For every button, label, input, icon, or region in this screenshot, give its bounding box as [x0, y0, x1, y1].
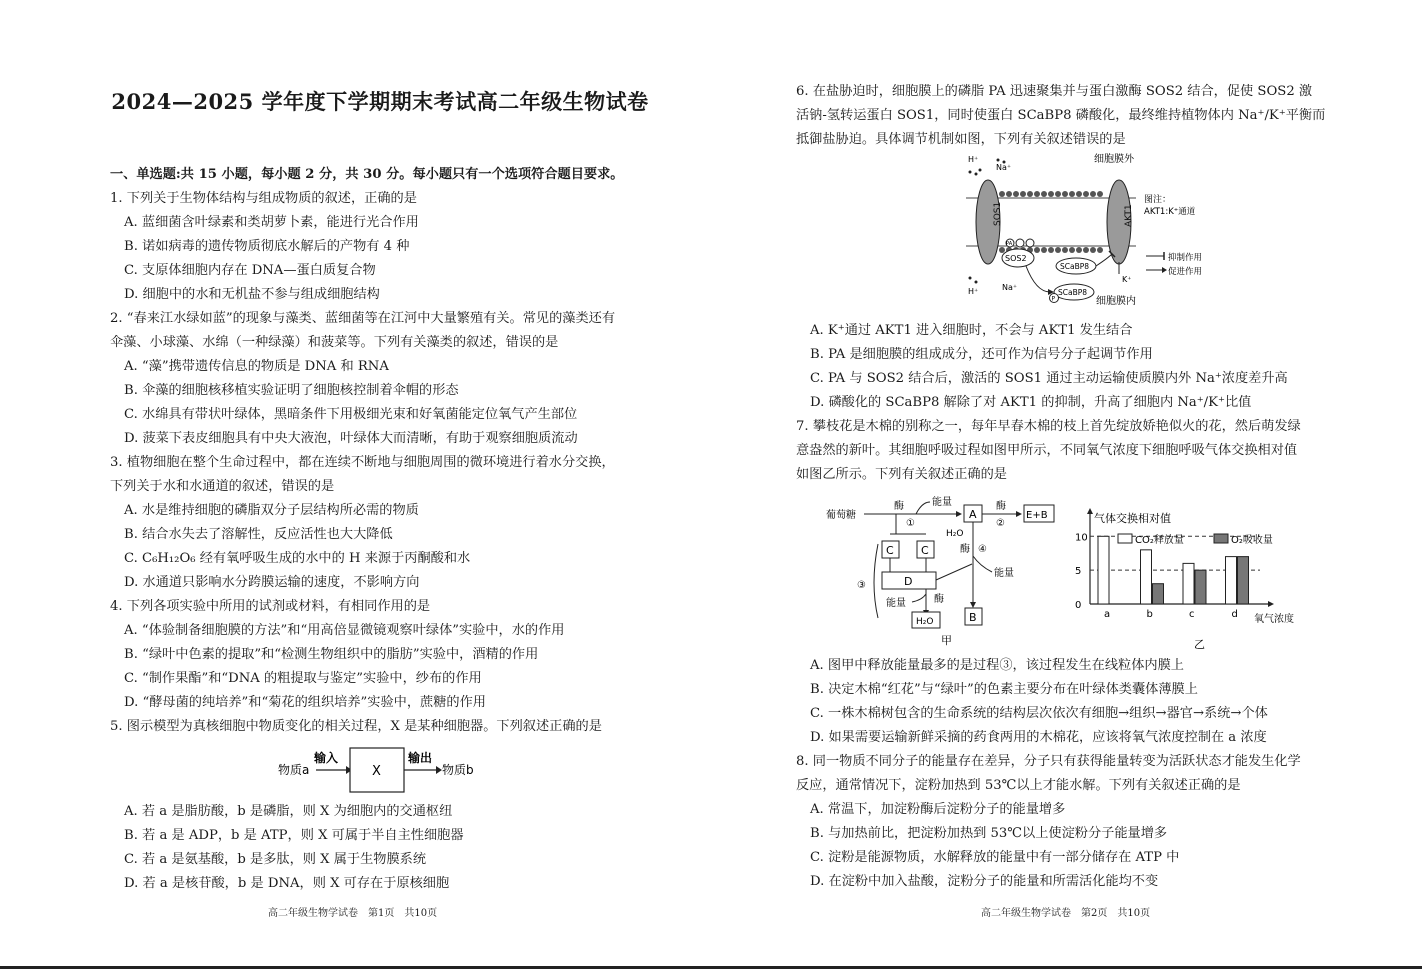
flow-output-label: 输出: [408, 751, 433, 765]
q1-option-a: A. 蓝细菌含叶绿素和类胡萝卜素，能进行光合作用: [124, 215, 419, 230]
gas-exchange-chart: [1066, 500, 1346, 652]
lipid-head: [1034, 247, 1040, 253]
x-tick-label: a: [1104, 609, 1111, 620]
flow-material-b: 物质b: [442, 763, 474, 777]
q1-option-c: C. 支原体细胞内存在 DNA—蛋白质复合物: [124, 263, 376, 278]
q3-option-b: B. 结合水失去了溶解性，反应活性也大大降低: [124, 527, 393, 542]
box-c2-label: C: [921, 544, 929, 557]
phosphate-label: P: [1051, 295, 1056, 303]
x-tick-label: b: [1146, 609, 1153, 620]
lipid-head: [1041, 191, 1047, 197]
q4-stem: 4. 下列各项实验中所用的试剂或材料，有相同作用的是: [110, 599, 431, 614]
sos1-label: SOS1: [993, 201, 1003, 226]
q7-options: [796, 654, 1336, 894]
q7-line-3: 如图乙所示。下列有关叙述正确的是: [796, 467, 1007, 482]
pa-label: PA: [1006, 241, 1013, 247]
h-ion-inside: H⁺: [968, 287, 979, 296]
step-2-label: ②: [996, 518, 1005, 529]
bottom-rule: [0, 966, 1422, 969]
lipid-head: [1048, 247, 1054, 253]
lipid-head: [1055, 247, 1061, 253]
q3-stem-cont: 下列关于水和水通道的叙述，错误的是: [110, 479, 335, 494]
right-page-footer: 高二年级生物学试卷 第2页 共10页: [981, 908, 1151, 919]
legend-inhibit: 抑制作用: [1168, 253, 1203, 263]
exam-title: 2024—2025 学年度下学期期末考试高二年级生物试卷: [111, 89, 649, 114]
q6-line-2: 活钠-氢转运蛋白 SOS1，同时使蛋白 SCaBP8 磷酸化，最终维持植物体内 Na⁺/K⁺平衡而: [796, 108, 1326, 123]
h2o-input-label: H₂O: [946, 529, 964, 539]
q5-option-c: C. 若 a 是氨基酸，b 是多肽，则 X 属于生物膜系统: [124, 852, 427, 867]
q1-option-d: D. 细胞中的水和无机盐不参与组成细胞结构: [124, 287, 380, 302]
membrane-outside-label: 细胞膜外: [1094, 154, 1134, 165]
section-heading: 一、单选题:共 15 小题，每小题 2 分，共 30 分。每小题只有一个选项符合题目要求。: [110, 167, 624, 182]
y-axis-arrow: [1087, 508, 1093, 514]
lipid-head: [1027, 191, 1033, 197]
lipid-head: [1041, 247, 1047, 253]
flow-input-label: 输入: [314, 751, 339, 765]
q5-option-b: B. 若 a 是 ADP，b 是 ATP，则 X 可属于半自主性细胞器: [124, 828, 464, 843]
q5-option-a: A. 若 a 是脂肪酸，b 是磷脂，则 X 为细胞内的交通枢纽: [124, 804, 453, 819]
q3-option-c: C. C₆H₁₂O₆ 经有氧呼吸生成的水中的 H 来源于丙酮酸和水: [124, 551, 471, 566]
bar-o2-d: [1238, 557, 1249, 604]
enzyme-label-2: 酶: [996, 501, 1006, 512]
q7-line-2: 意盎然的新叶。其细胞呼吸过程如图甲所示，不同氧气浓度下细胞呼吸气体交换相对值: [796, 443, 1298, 458]
lipid-head: [1034, 191, 1040, 197]
q5-options: [110, 800, 650, 896]
lipid-head: [999, 191, 1005, 197]
bar-o2-b: [1153, 584, 1164, 604]
scabp8-label: SCaBP8: [1060, 262, 1090, 271]
membrane-inside-label: 细胞膜内: [1096, 296, 1136, 307]
legend-swatch-co2: [1118, 534, 1132, 543]
q7-option-d: D. 如果需要运输新鲜采摘的药食两用的木棉花，应该将氧气浓度控制在 a 浓度: [810, 730, 1267, 745]
akt1-label: AKT1: [1124, 204, 1134, 227]
x-axis-label: 氧气浓度: [1254, 614, 1294, 625]
legend-o2: O₂吸收量: [1231, 535, 1273, 546]
box-a-label: A: [969, 508, 977, 521]
legend-swatch-o2: [1214, 534, 1228, 543]
q6-option-a: A. K⁺通过 AKT1 进入细胞时，不会与 AKT1 发生结合: [810, 323, 1133, 338]
q8-line-1: 8. 同一物质不同分子的能量存在差异，分子只有获得能量转变为活跃状态才能发生化学: [796, 754, 1301, 769]
right-page: [711, 0, 1422, 980]
q8-option-d: D. 在淀粉中加入盐酸，淀粉分子的能量和所需活化能均不变: [810, 874, 1159, 889]
q6-option-c: C. PA 与 SOS2 结合后，激活的 SOS1 通过主动运输使质膜内外 Na⁺浓度差升高: [810, 371, 1288, 386]
q6-line-3: 抵御盐胁迫。具体调节机制如图，下列有关叙述错误的是: [796, 132, 1126, 147]
lipid-head: [1090, 247, 1096, 253]
lipid-head: [1097, 247, 1103, 253]
q2-stem-cont: 伞藻、小球藻、水绵（一种绿藻）和菠菜等。下列有关藻类的叙述，错误的是: [110, 335, 559, 350]
sos2-label: SOS2: [1005, 254, 1027, 263]
energy-label-3: 能量: [886, 598, 906, 609]
q2-option-c: C. 水绵具有带状叶绿体，黑暗条件下用极细光束和好氧菌能定位氧气产生部位: [124, 407, 578, 422]
enzyme-label-4: 酶: [960, 544, 970, 555]
lipid-head: [1062, 191, 1068, 197]
h-ion-outside: H⁺: [968, 155, 979, 164]
q6-option-d: D. 磷酸化的 SCaBP8 解除了对 AKT1 的抑制，升高了细胞内 Na⁺/K⁺比值: [810, 395, 1252, 410]
lipid-head: [1069, 247, 1075, 253]
enzyme-label-1: 酶: [894, 501, 904, 512]
organelle-x-label: X: [372, 764, 381, 779]
q6-stem: [796, 80, 1336, 152]
q2-option-b: B. 伞藻的细胞核移植实验证明了细胞核控制着伞帽的形态: [124, 383, 459, 398]
q3-option-d: D. 水通道只影响水分跨膜运输的速度，不影响方向: [124, 575, 420, 590]
q1-stem: 1. 下列关于生物体结构与组成物质的叙述，正确的是: [110, 191, 417, 206]
legend-akt1: AKT1:K⁺通道: [1144, 207, 1196, 217]
k-ion-label: K⁺: [1122, 275, 1132, 284]
x-tick-label: c: [1189, 609, 1195, 620]
scabp8-p-label: SCaBP8: [1058, 288, 1088, 297]
bar-co2-a: [1098, 536, 1109, 604]
na-ion-outside: Na⁺: [996, 163, 1012, 172]
lipid-head: [1006, 191, 1012, 197]
q4-option-b: B. “绿叶中色素的提取”和“检测生物组织中的脂肪”实验中，酒精的作用: [124, 647, 539, 662]
bar-co2-b: [1141, 550, 1152, 604]
lipid-head: [1083, 191, 1089, 197]
lipid-head: [1069, 191, 1075, 197]
lipid-head: [1062, 247, 1068, 253]
flow-material-a: 物质a: [278, 763, 310, 777]
enzyme-label-3: 酶: [934, 594, 944, 605]
bar-o2-c: [1195, 570, 1206, 604]
left-column: [110, 163, 650, 739]
box-b-label: B: [969, 611, 977, 624]
q5-stem: 5. 图示模型为真核细胞中物质变化的相关过程，X 是某种细胞器。下列叙述正确的是: [110, 719, 602, 734]
lipid-head: [1090, 191, 1096, 197]
q5-option-d: D. 若 a 是核苷酸，b 是 DNA，则 X 可存在于原核细胞: [124, 876, 450, 891]
lipid-head: [1013, 191, 1019, 197]
x-tick-label: d: [1231, 609, 1238, 620]
step-1-label: ①: [906, 518, 915, 529]
q7-option-c: C. 一株木棉树包含的生命系统的结构层次依次有细胞→组织→器官→系统→个体: [810, 706, 1268, 721]
box-d-label: D: [904, 575, 913, 588]
legend-promote: 促进作用: [1168, 267, 1203, 277]
box-eb-label: E+B: [1026, 510, 1048, 521]
legend-co2: CO₂释放量: [1135, 535, 1184, 546]
y-tick-label: 10: [1075, 532, 1088, 544]
step-3-label: ③: [857, 580, 866, 591]
diagram-jia-caption: 甲: [941, 634, 952, 647]
lipid-head: [999, 247, 1005, 253]
lipid-head: [1076, 191, 1082, 197]
bar-co2-c: [1183, 563, 1194, 604]
q4-option-a: A. “体验制备细胞膜的方法”和“用高倍显微镜观察叶绿体”实验中，水的作用: [124, 623, 565, 638]
chart-caption: 乙: [1194, 638, 1205, 651]
q6-option-b: B. PA 是细胞膜的组成成分，还可作为信号分子起调节作用: [810, 347, 1153, 362]
respiration-diagram: [826, 494, 1066, 650]
q7-option-b: B. 决定木棉“红花”与“绿叶”的色素主要分布在叶绿体类囊体薄膜上: [810, 682, 1198, 697]
q8-line-2: 反应，通常情况下，淀粉加热到 53℃以上才能水解。下列有关叙述正确的是: [796, 778, 1241, 793]
q8-option-c: C. 淀粉是能源物质，水解释放的能量中有一部分储存在 ATP 中: [810, 850, 1180, 865]
lipid-head: [1048, 191, 1054, 197]
chart-title: 气体交换相对值: [1094, 512, 1171, 525]
q1-option-b: B. 诺如病毒的遗传物质彻底水解后的产物有 4 种: [124, 239, 410, 254]
membrane-diagram: [946, 150, 1276, 312]
q2-stem: 2. “春来江水绿如蓝”的现象与藻类、蓝细菌等在江河中大量繁殖有关。常见的藻类还有: [110, 311, 616, 326]
energy-label-1: 能量: [932, 497, 952, 508]
glucose-label: 葡萄糖: [826, 510, 856, 521]
q8-option-b: B. 与加热前比，把淀粉加热到 53℃以上使淀粉分子能量增多: [810, 826, 1168, 841]
y-tick-label: 0: [1075, 600, 1082, 611]
na-ion-inside: Na⁺: [1002, 283, 1018, 292]
legend-title: 图注：: [1144, 195, 1172, 205]
q6-options: [796, 319, 1336, 487]
q3-stem: 3. 植物细胞在整个生命过程中，都在连续不断地与细胞周围的微环境进行着水分交换，: [110, 455, 615, 470]
energy-label-4: 能量: [994, 568, 1014, 579]
lipid-head: [1020, 191, 1026, 197]
q4-option-c: C. “制作果酯”和“DNA 的粗提取与鉴定”实验中，纱布的作用: [124, 671, 482, 686]
bar-co2-d: [1226, 557, 1237, 604]
q2-option-d: D. 菠菜下表皮细胞具有中央大液泡，叶绿体大而清晰，有助于观察细胞质流动: [124, 431, 578, 446]
q7-line-1: 7. 攀枝花是木棉的别称之一，每年早春木棉的枝上首先绽放娇艳似火的花，然后萌发绿: [796, 419, 1301, 434]
q6-line-1: 6. 在盐胁迫时，细胞膜上的磷脂 PA 迅速聚集并与蛋白激酶 SOS2 结合，促使 SOS2 激: [796, 84, 1313, 99]
y-tick-label: 5: [1075, 566, 1082, 578]
lipid-head: [1097, 191, 1103, 197]
q2-option-a: A. “藻”携带遗传信息的物质是 DNA 和 RNA: [124, 359, 389, 374]
q5-flow-diagram: [270, 742, 510, 798]
box-c1-label: C: [886, 544, 894, 557]
lipid-head: [1076, 247, 1082, 253]
q8-option-a: A. 常温下，加淀粉酶后淀粉分子的能量增多: [810, 802, 1066, 817]
q7-option-a: A. 图甲中释放能量最多的是过程③，该过程发生在线粒体内膜上: [810, 658, 1184, 673]
left-page-footer: 高二年级生物学试卷 第1页 共10页: [268, 908, 438, 919]
box-h2o-label: H₂O: [916, 617, 934, 627]
q3-option-a: A. 水是维持细胞的磷脂双分子层结构所必需的物质: [124, 503, 419, 518]
step-4-label: ④: [978, 544, 987, 555]
lipid-head: [1083, 247, 1089, 253]
q4-option-d: D. “酵母菌的纯培养”和“菊花的组织培养”实验中，蔗糖的作用: [124, 695, 486, 710]
lipid-head: [1055, 191, 1061, 197]
x-axis-arrow: [1268, 601, 1274, 607]
